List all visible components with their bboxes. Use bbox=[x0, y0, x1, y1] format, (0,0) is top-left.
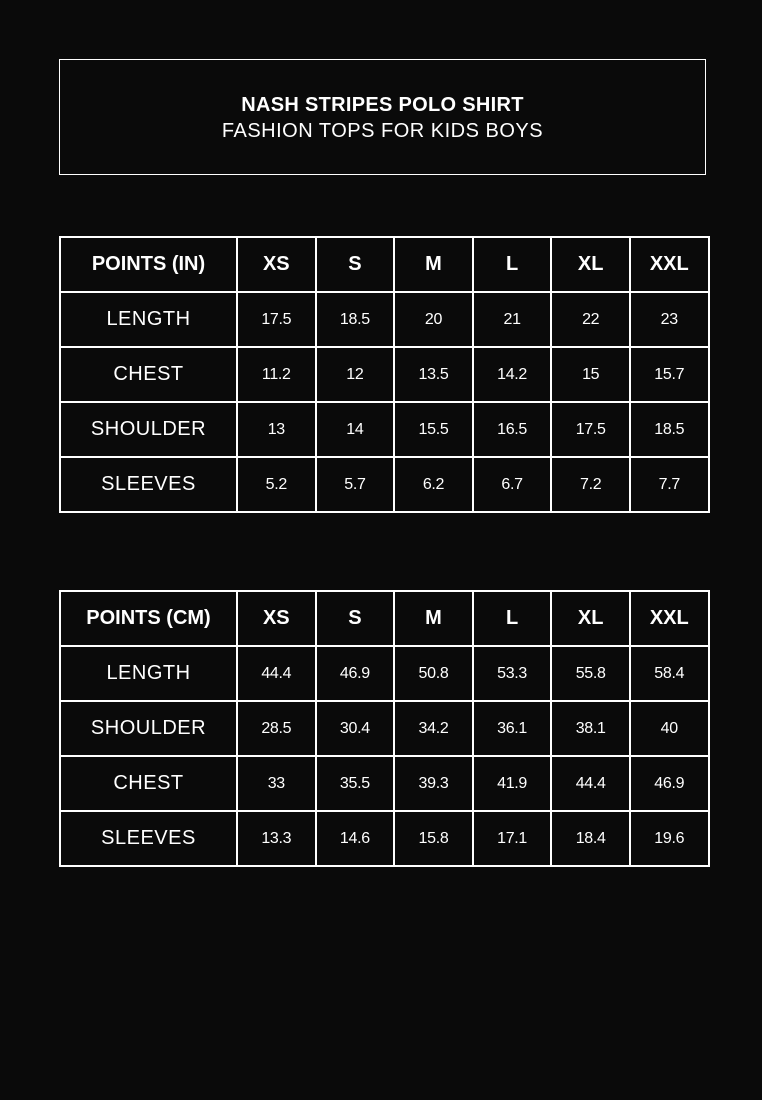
size-header: XS bbox=[237, 591, 316, 646]
table-cell: 50.8 bbox=[394, 646, 473, 701]
table-cell: 5.2 bbox=[237, 457, 316, 512]
table-cell: 46.9 bbox=[630, 756, 709, 811]
size-table-inches bbox=[59, 236, 710, 513]
size-header: M bbox=[394, 591, 473, 646]
table-cell: 7.7 bbox=[630, 457, 709, 512]
table-cell: 36.1 bbox=[473, 701, 552, 756]
page-title: NASH STRIPES POLO SHIRT bbox=[241, 94, 524, 116]
table-cell: 13.3 bbox=[237, 811, 316, 866]
table-row bbox=[60, 701, 709, 756]
table-cell: 14 bbox=[316, 402, 395, 457]
size-header: XXL bbox=[630, 591, 709, 646]
table-cell: 28.5 bbox=[237, 701, 316, 756]
row-label: LENGTH bbox=[60, 646, 237, 701]
table-row bbox=[60, 457, 709, 512]
table-cell: 5.7 bbox=[316, 457, 395, 512]
table-cell: 38.1 bbox=[551, 701, 630, 756]
table-cell: 44.4 bbox=[551, 756, 630, 811]
row-label: SLEEVES bbox=[60, 457, 237, 512]
table-cell: 30.4 bbox=[316, 701, 395, 756]
table-cell: 55.8 bbox=[551, 646, 630, 701]
table-cell: 12 bbox=[316, 347, 395, 402]
table-cell: 15.5 bbox=[394, 402, 473, 457]
table-cell: 33 bbox=[237, 756, 316, 811]
table-cell: 6.7 bbox=[473, 457, 552, 512]
row-label: SHOULDER bbox=[60, 402, 237, 457]
table-header-row bbox=[60, 591, 709, 646]
row-label: LENGTH bbox=[60, 292, 237, 347]
size-header: S bbox=[316, 591, 395, 646]
row-label: CHEST bbox=[60, 347, 237, 402]
table-cell: 14.2 bbox=[473, 347, 552, 402]
table-cell: 18.5 bbox=[630, 402, 709, 457]
size-header: L bbox=[473, 591, 552, 646]
size-header: M bbox=[394, 237, 473, 292]
table-row bbox=[60, 811, 709, 866]
table-cell: 17.1 bbox=[473, 811, 552, 866]
table-cell: 39.3 bbox=[394, 756, 473, 811]
row-label: SHOULDER bbox=[60, 701, 237, 756]
size-header: XXL bbox=[630, 237, 709, 292]
table-cell: 15.8 bbox=[394, 811, 473, 866]
table-cell: 6.2 bbox=[394, 457, 473, 512]
table-row bbox=[60, 646, 709, 701]
table-cell: 20 bbox=[394, 292, 473, 347]
table-cell: 18.4 bbox=[551, 811, 630, 866]
table-cell: 40 bbox=[630, 701, 709, 756]
table-cell: 22 bbox=[551, 292, 630, 347]
table-cell: 7.2 bbox=[551, 457, 630, 512]
table-cell: 17.5 bbox=[551, 402, 630, 457]
table-cell: 46.9 bbox=[316, 646, 395, 701]
points-header: POINTS (IN) bbox=[60, 237, 237, 292]
size-header: L bbox=[473, 237, 552, 292]
table-cell: 19.6 bbox=[630, 811, 709, 866]
table-row bbox=[60, 347, 709, 402]
table-row bbox=[60, 292, 709, 347]
table-header-row bbox=[60, 237, 709, 292]
table-cell: 15.7 bbox=[630, 347, 709, 402]
size-header: XS bbox=[237, 237, 316, 292]
table-row bbox=[60, 402, 709, 457]
table-cell: 17.5 bbox=[237, 292, 316, 347]
table-cell: 44.4 bbox=[237, 646, 316, 701]
table-cell: 41.9 bbox=[473, 756, 552, 811]
table-cell: 58.4 bbox=[630, 646, 709, 701]
table-cell: 11.2 bbox=[237, 347, 316, 402]
table-cell: 15 bbox=[551, 347, 630, 402]
table-row bbox=[60, 756, 709, 811]
table-cell: 23 bbox=[630, 292, 709, 347]
table-cell: 21 bbox=[473, 292, 552, 347]
row-label: CHEST bbox=[60, 756, 237, 811]
title-box bbox=[59, 59, 706, 175]
table-cell: 18.5 bbox=[316, 292, 395, 347]
size-header: XL bbox=[551, 237, 630, 292]
points-header: POINTS (CM) bbox=[60, 591, 237, 646]
row-label: SLEEVES bbox=[60, 811, 237, 866]
table-cell: 13.5 bbox=[394, 347, 473, 402]
size-header: S bbox=[316, 237, 395, 292]
table-cell: 35.5 bbox=[316, 756, 395, 811]
table-cell: 14.6 bbox=[316, 811, 395, 866]
size-header: XL bbox=[551, 591, 630, 646]
table-cell: 16.5 bbox=[473, 402, 552, 457]
table-cell: 13 bbox=[237, 402, 316, 457]
page-subtitle: FASHION TOPS FOR KIDS BOYS bbox=[221, 120, 544, 142]
table-cell: 53.3 bbox=[473, 646, 552, 701]
size-table-centimeters bbox=[59, 590, 710, 867]
table-cell: 34.2 bbox=[394, 701, 473, 756]
